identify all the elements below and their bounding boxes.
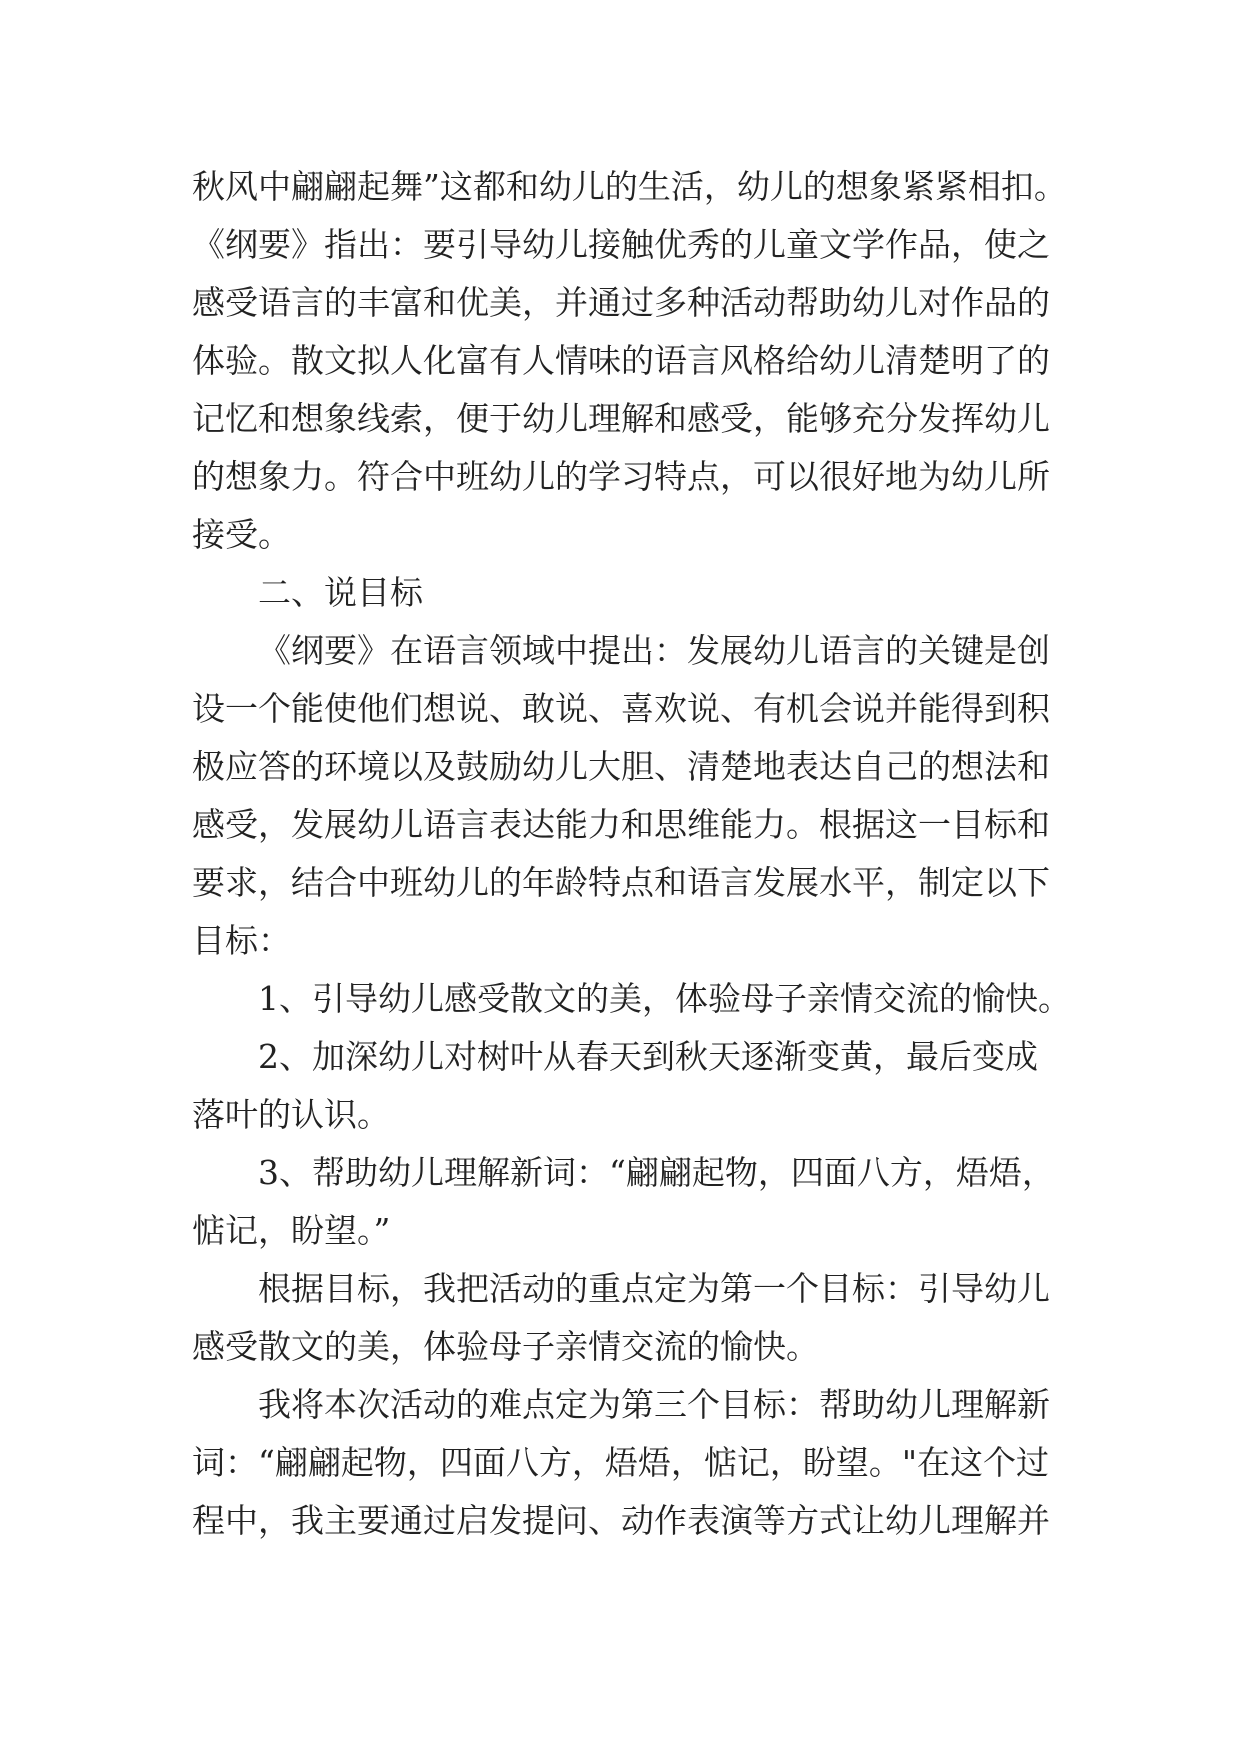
text-line: 词：“翩翩起物，四面八方，焐焐，惦记，盼望。"在这个过 — [192, 1443, 1050, 1482]
text-line: 程中，我主要通过启发提问、动作表演等方式让幼儿理解并 — [192, 1501, 1050, 1540]
text-line: 感受，发展幼儿语言表达能力和思维能力。根据这一目标和 — [192, 805, 1050, 844]
document-body — [192, 158, 1072, 1550]
text-line: 体验。散文拟人化富有人情味的语言风格给幼儿清楚明了的 — [192, 341, 1050, 380]
text-line: 的想象力。符合中班幼儿的学习特点，可以很好地为幼儿所 — [192, 457, 1050, 496]
text-line: 《纲要》在语言领域中提出：发展幼儿语言的关键是创 — [258, 631, 1050, 670]
list-item: 1、引导幼儿感受散文的美，体验母子亲情交流的愉快。 — [258, 979, 1071, 1018]
text-line: 落叶的认识。 — [192, 1095, 390, 1134]
list-item: 2、加深幼儿对树叶从春天到秋天逐渐变黄，最后变成 — [258, 1037, 1038, 1076]
text-line: 感受语言的丰富和优美，并通过多种活动帮助幼儿对作品的 — [192, 283, 1050, 322]
text-line: 极应答的环境以及鼓励幼儿大胆、清楚地表达自己的想法和 — [192, 747, 1050, 786]
text-line: 惦记，盼望。” — [192, 1211, 391, 1250]
text-line: 《纲要》指出：要引导幼儿接触优秀的儿童文学作品，使之 — [192, 225, 1050, 264]
text-line: 根据目标，我把活动的重点定为第一个目标：引导幼儿 — [258, 1269, 1050, 1308]
text-line: 要求，结合中班幼儿的年龄特点和语言发展水平，制定以下 — [192, 863, 1050, 902]
text-line: 目标： — [192, 921, 291, 960]
section-heading: 二、说目标 — [258, 573, 423, 612]
list-item: 3、帮助幼儿理解新词：“翩翩起物，四面八方，焐焐， — [258, 1153, 1055, 1192]
text-line: 接受。 — [192, 515, 291, 554]
text-line: 感受散文的美，体验母子亲情交流的愉快。 — [192, 1327, 819, 1366]
text-line: 我将本次活动的难点定为第三个目标：帮助幼儿理解新 — [258, 1385, 1050, 1424]
text-line: 设一个能使他们想说、敢说、喜欢说、有机会说并能得到积 — [192, 689, 1050, 728]
text-line: 记忆和想象线索，便于幼儿理解和感受，能够充分发挥幼儿 — [192, 399, 1050, 438]
text-line: 秋风中翩翩起舞”这都和幼儿的生活，幼儿的想象紧紧相扣。 — [192, 167, 1067, 206]
